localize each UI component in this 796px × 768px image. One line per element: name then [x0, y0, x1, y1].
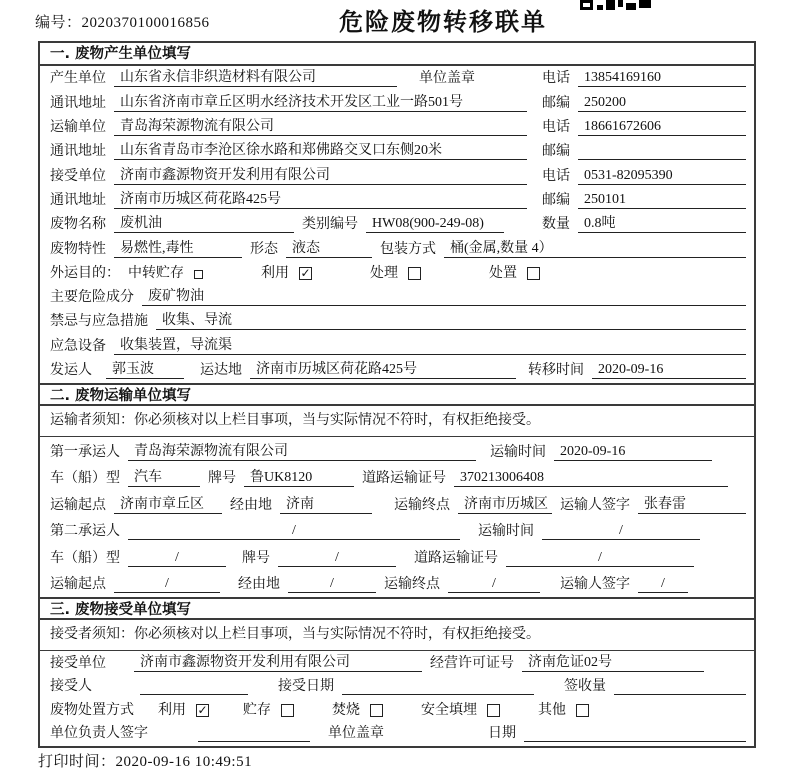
first-carrier-label: 第一承运人: [50, 444, 120, 460]
purpose-treat-label: 处理: [370, 265, 398, 281]
form-row: [50, 698, 748, 722]
purpose-dispose-label: 处置: [489, 265, 517, 281]
vehicle-type2-label: 车（船）型: [50, 550, 120, 566]
transport-time-field: 2020-09-16: [554, 444, 712, 461]
outbound-purpose-label: 外运目的：: [50, 265, 120, 281]
via-place2-field: /: [288, 576, 376, 593]
form-row: [50, 675, 748, 699]
waste-property-label: 废物特性: [50, 241, 106, 257]
road-permit-field: 370213006408: [454, 470, 728, 487]
form-row: [50, 570, 748, 597]
transfer-storage-checkbox: [194, 270, 203, 279]
transport-origin2-field: /: [114, 576, 220, 593]
form-row: [50, 163, 748, 187]
carrier-signature-label: 运输人签字: [560, 497, 630, 513]
section-1: [40, 43, 754, 383]
vehicle-type-field: 汽车: [128, 470, 200, 487]
disposal-use-label: 利用: [158, 702, 186, 718]
receiver-postcode-field: 250101: [578, 192, 746, 209]
producer-address-label: 通讯地址: [50, 95, 106, 111]
vehicle-type2-field: /: [128, 550, 226, 567]
form-row: [50, 464, 748, 491]
responsible-signature-field: [198, 725, 310, 742]
business-permit-label: 经营许可证号: [430, 655, 514, 671]
page-title: 危险废物转移联单: [339, 8, 547, 36]
form-row: [50, 261, 748, 285]
transport-phone-label: 电话: [542, 119, 570, 135]
purpose-use-checkbox: ✓: [300, 265, 311, 280]
form-state-label: 形态: [250, 241, 278, 257]
receiver-address-label: 通讯地址: [50, 192, 106, 208]
serial-number: [35, 11, 210, 32]
consignor-field: 郭玉波: [106, 362, 184, 379]
receiver-unit-label: 接受单位: [50, 168, 106, 184]
main-hazard-label: 主要危险成分: [50, 290, 134, 306]
waste-property-field: 易燃性,毒性: [114, 241, 242, 258]
form-row: [50, 309, 748, 333]
transport-unit-field: 青岛海荣源物流有限公司: [114, 119, 527, 136]
disposal-incinerate-label: 焚烧: [332, 702, 360, 718]
transport-end2-field: /: [448, 576, 540, 593]
qr-code-icon: [580, 0, 652, 11]
transport-unit-label: 运输单位: [50, 119, 106, 135]
disposal-use-checkbox: ✓: [197, 702, 208, 717]
section-2: [40, 383, 754, 597]
plate-number-label: 牌号: [208, 471, 236, 486]
purpose-use-label: 利用: [261, 265, 289, 281]
form-row: [50, 212, 748, 236]
carrier-signature-field: 张春雷: [638, 497, 746, 514]
vehicle-type-label: 车（船）型: [50, 471, 120, 486]
transport-origin-field: 济南市章丘区: [114, 497, 222, 514]
unit-seal-label: 单位盖章: [419, 71, 475, 87]
transport-postcode-label: 邮编: [542, 144, 570, 160]
transport-end-label: 运输终点: [394, 497, 450, 513]
form-row: [50, 285, 748, 309]
section-1-rows: [40, 66, 754, 383]
carrier-signature2-field: /: [638, 576, 688, 593]
accept-person-label: 接受人: [50, 679, 92, 694]
purpose-dispose-checkbox: [527, 267, 540, 280]
receiver-postcode-label: 邮编: [542, 192, 570, 208]
responsible-signature-label: 单位负责人签字: [50, 726, 148, 741]
purpose-treat-checkbox: [408, 267, 421, 280]
receiver-unit-field: 济南市鑫源物资开发利用有限公司: [114, 168, 527, 185]
road-permit2-field: /: [506, 550, 694, 567]
business-permit-field: 济南危证02号: [522, 655, 704, 672]
packaging-field: 桶(金属,数量 4）: [444, 241, 746, 258]
transport-time2-label: 运输时间: [478, 524, 534, 539]
road-permit-label: 道路运输证号: [362, 471, 446, 486]
form-row: [50, 490, 748, 517]
form-row: [50, 90, 748, 114]
receiver-notice: 接受者须知：你必须核对以上栏目事项，当与实际情况不符时，有权拒绝接受。: [40, 620, 754, 651]
form-table: [38, 41, 756, 748]
disposal-incinerate-checkbox: [370, 704, 383, 717]
section-3-rows: [40, 651, 754, 746]
form-row: [50, 188, 748, 212]
accept-date-field: [342, 678, 534, 695]
form-row: [50, 115, 748, 139]
producer-phone-field: 13854169160: [578, 70, 746, 87]
producer-address-field: 山东省济南市章丘区明水经济技术开发区工业一路501号: [114, 95, 527, 112]
transport-address-field: 山东省青岛市李沧区徐水路和郑佛路交叉口东侧20米: [114, 143, 527, 160]
disposal-method-label: 废物处置方式: [50, 702, 134, 718]
transport-end2-label: 运输终点: [384, 577, 440, 592]
producer-postcode-field: 250200: [578, 95, 746, 112]
transfer-time-label: 转移时间: [528, 363, 584, 379]
destination-label: 运达地: [200, 363, 242, 379]
waste-name-label: 废物名称: [50, 217, 106, 233]
section-3: [40, 597, 754, 746]
form-row: [50, 358, 748, 382]
plate-number-field: 鲁UK8120: [244, 470, 354, 487]
serial-label: 编号：: [35, 15, 82, 31]
form-row: [50, 543, 748, 570]
waste-name-field: 废机油: [114, 216, 294, 233]
disposal-other-checkbox: [576, 704, 589, 717]
form-row: [50, 236, 748, 260]
form-row: [50, 651, 748, 675]
transport-time-label: 运输时间: [490, 444, 546, 460]
producer-unit-label: 产生单位: [50, 71, 106, 87]
main-hazard-field: 废矿物油: [142, 289, 746, 306]
transport-phone-field: 18661672606: [578, 119, 746, 136]
via-place2-label: 经由地: [238, 577, 280, 592]
form-row: [50, 139, 748, 163]
transfer-time-field: 2020-09-16: [592, 362, 746, 379]
consignor-label: 发运人: [50, 363, 92, 379]
quantity-label: 数量: [542, 217, 570, 233]
transport-origin-label: 运输起点: [50, 497, 106, 513]
transport-postcode-field: [578, 143, 746, 160]
transport-time2-field: /: [542, 523, 700, 540]
section-3-header: 三. 废物接受单位填写: [40, 597, 754, 620]
second-carrier-label: 第二承运人: [50, 524, 120, 539]
taboo-measures-label: 禁忌与应急措施: [50, 314, 148, 330]
transport-origin2-label: 运输起点: [50, 577, 106, 592]
quantity-field: 0.8吨: [578, 216, 746, 233]
carrier-signature2-label: 运输人签字: [560, 577, 630, 592]
emergency-equipment-field: 收集装置，导流渠: [114, 338, 746, 355]
disposal-storage-checkbox: [281, 704, 294, 717]
form-row: [50, 66, 748, 90]
print-time: 打印时间：2020-09-16 10:49:51: [38, 754, 253, 768]
receiver-phone-label: 电话: [542, 168, 570, 184]
receipt-amount-field: [614, 678, 746, 695]
transport-address-label: 通讯地址: [50, 144, 106, 160]
form-row: [50, 517, 748, 544]
form-row: [50, 437, 748, 464]
receipt-amount-label: 签收量: [564, 679, 606, 694]
producer-unit-field: 山东省永信非织造材料有限公司: [114, 70, 397, 87]
disposal-landfill-checkbox: [487, 704, 500, 717]
form-row: [50, 333, 748, 357]
taboo-measures-field: 收集、导流: [156, 313, 746, 330]
second-carrier-field: /: [128, 523, 460, 540]
form-row: [50, 722, 748, 746]
accept-date-label: 接受日期: [278, 679, 334, 694]
date-label: 日期: [488, 726, 516, 741]
section-2-rows: [40, 437, 754, 597]
transfer-storage-label: 中转贮存: [128, 265, 184, 281]
section-1-header: 一. 废物产生单位填写: [40, 43, 754, 66]
via-place-field: 济南: [280, 497, 372, 514]
category-code-field: HW08(900-249-08): [366, 216, 504, 233]
disposal-landfill-label: 安全填埋: [421, 702, 477, 718]
producer-postcode-label: 邮编: [542, 95, 570, 111]
accept-unit-field: 济南市鑫源物资开发利用有限公司: [134, 655, 422, 672]
via-place-label: 经由地: [230, 497, 272, 513]
receiver-address-field: 济南市历城区荷花路425号: [114, 192, 527, 209]
form-state-field: 液态: [286, 241, 372, 258]
category-code-label: 类别编号: [302, 217, 358, 233]
accept-person-field: [140, 678, 248, 695]
destination-field: 济南市历城区荷花路425号: [250, 362, 516, 379]
first-carrier-field: 青岛海荣源物流有限公司: [128, 444, 476, 461]
serial-value: 2020370100016856: [81, 15, 210, 31]
disposal-other-label: 其他: [538, 702, 566, 718]
producer-phone-label: 电话: [542, 71, 570, 87]
transport-end-field: 济南市历城区: [458, 497, 552, 514]
date-field: [524, 725, 746, 742]
packaging-label: 包装方式: [380, 241, 436, 257]
plate-number2-field: /: [278, 550, 396, 567]
disposal-storage-label: 贮存: [243, 702, 271, 718]
emergency-equipment-label: 应急设备: [50, 338, 106, 354]
section-2-header: 二. 废物运输单位填写: [40, 383, 754, 406]
carrier-notice: 运输者须知：你必须核对以上栏目事项，当与实际情况不符时，有权拒绝接受。: [40, 406, 754, 437]
accept-unit-label: 接受单位: [50, 655, 106, 671]
plate-number2-label: 牌号: [242, 550, 270, 566]
road-permit2-label: 道路运输证号: [414, 550, 498, 566]
unit-seal2-label: 单位盖章: [328, 726, 384, 741]
receiver-phone-field: 0531-82095390: [578, 168, 746, 185]
